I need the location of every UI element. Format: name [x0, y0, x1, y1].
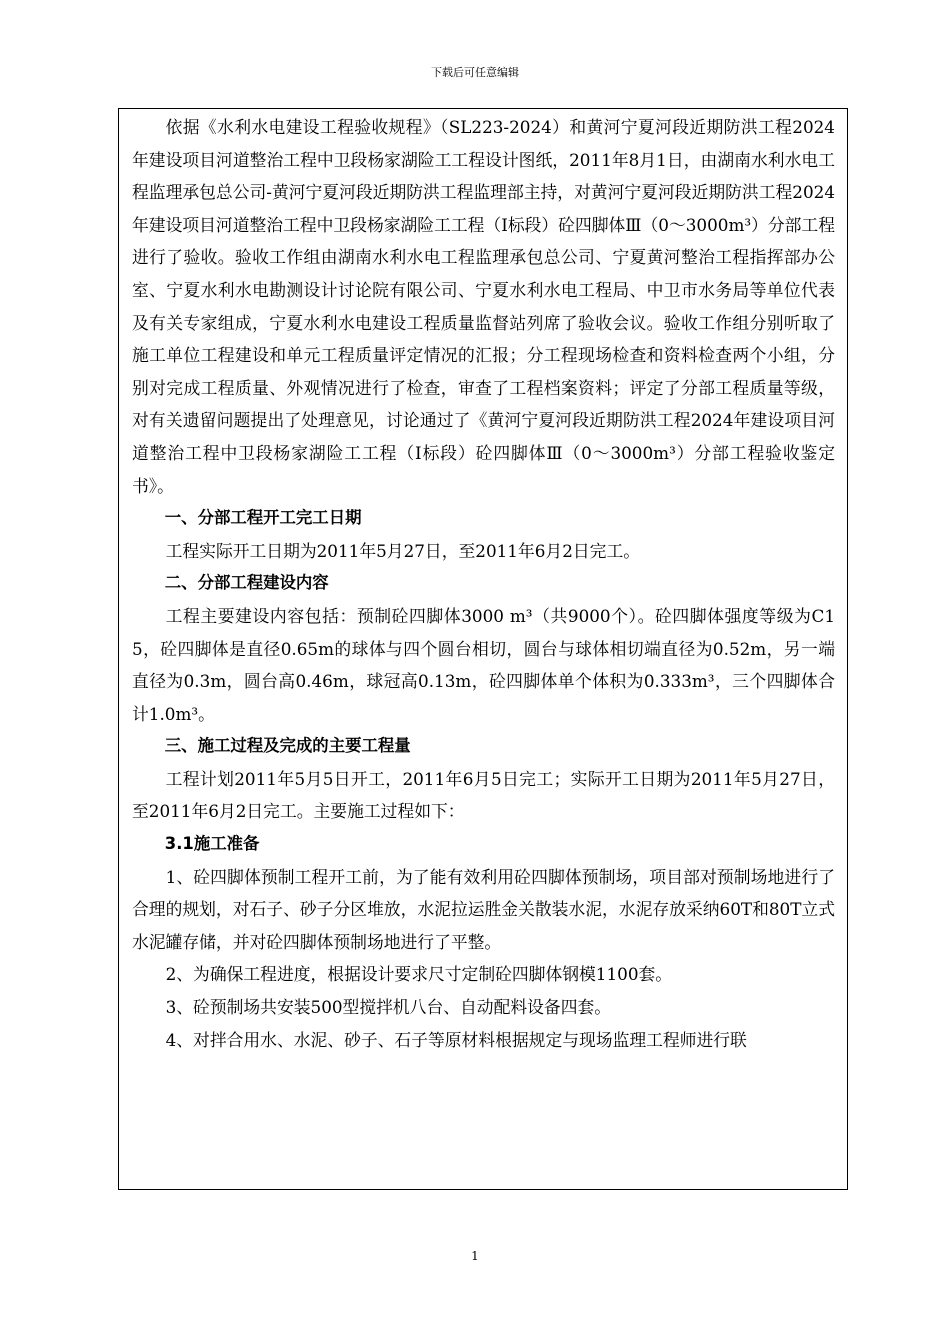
intro-paragraph: 依据《水利水电建设工程验收规程》（SL223-2024）和黄河宁夏河段近期防洪工程2024年建设项目河道整治工程中卫段杨家湖险工工程设计图纸，2011年8月1日，由湖南水利水电工程监理承包总公司-黄河宁夏河段近期防洪工程监理部主持，对黄河宁夏河段近期防洪工程2024年建设项目河道整治工程中卫段杨家湖险工工程（Ⅰ标段）砼四脚体Ⅲ（0～3000m³）分部工程进行了验收。验收工作组由湖南水利水电工程监理承包总公司、宁夏黄河整治工程指挥部办公室、宁夏水利水电勘测设计讨论院有限公司、宁夏水利水电工程局、中卫市水务局等单位代表及有关专家组成，宁夏水利水电建设工程质量监督站列席了验收会议。验收工作组分别听取了施工单位工程建设和单元工程质量评定情况的汇报；分工程现场检查和资料检查两个小组，分别对完成工程质量、外观情况进行了检查，审查了工程档案资料；评定了分部工程质量等级，对有关遗留问题提出了处理意见，讨论通过了《黄河宁夏河段近期防洪工程2024年建设项目河道整治工程中卫段杨家湖险工工程（Ⅰ标段）砼四脚体Ⅲ（0～3000m³）分部工程验收鉴定书》。 — [132, 117, 835, 496]
section-2-paragraph: 工程主要建设内容包括：预制砼四脚体3000 m³（共9000个）。砼四脚体强度等级为C15，砼四脚体是直径0.65m的球体与四个圆台相切，圆台与球体相切端直径为0.52m，另一端直径为0.3m，圆台高0.46m，球冠高0.13m，砼四脚体单个体积为0.333m³，三个四脚体合计1.0m³。 — [132, 605, 835, 724]
header-note: 下载后可任意编辑 — [431, 66, 519, 79]
subsection-heading-3-1: 3.1施工准备 — [164, 834, 260, 854]
section-heading-3: 三、施工过程及完成的主要工程量 — [164, 736, 411, 756]
section-heading-2: 二、分部工程建设内容 — [164, 573, 329, 593]
list-item-4: 4、对拌合用水、水泥、砂子、石子等原材料根据规定与现场监理工程师进行联 — [165, 1029, 747, 1050]
document-body — [132, 111, 835, 1056]
list-item-1: 1、砼四脚体预制工程开工前，为了能有效利用砼四脚体预制场，项目部对预制场地进行了合理的规划，对石子、砂子分区堆放，水泥拉运胜金关散装水泥，水泥存放采纳60T和80T立式水泥罐存储，并对砼四脚体预制场地进行了平整。 — [132, 866, 835, 952]
page-number: 1 — [471, 1249, 479, 1263]
document-frame — [118, 108, 848, 1190]
list-item-2: 2、为确保工程进度，根据设计要求尺寸定制砼四脚体钢模1100套。 — [165, 964, 673, 985]
section-1-paragraph: 工程实际开工日期为2011年5月27日，至2011年6月2日完工。 — [165, 540, 641, 561]
section-heading-1: 一、分部工程开工完工日期 — [164, 508, 362, 528]
section-3-paragraph: 工程计划2011年5月5日开工，2011年6月5日完工；实际开工日期为2011年5月27日，至2011年6月2日完工。主要施工过程如下： — [132, 768, 835, 822]
list-item-3: 3、砼预制场共安装500型搅拌机八台、自动配料设备四套。 — [165, 997, 612, 1018]
